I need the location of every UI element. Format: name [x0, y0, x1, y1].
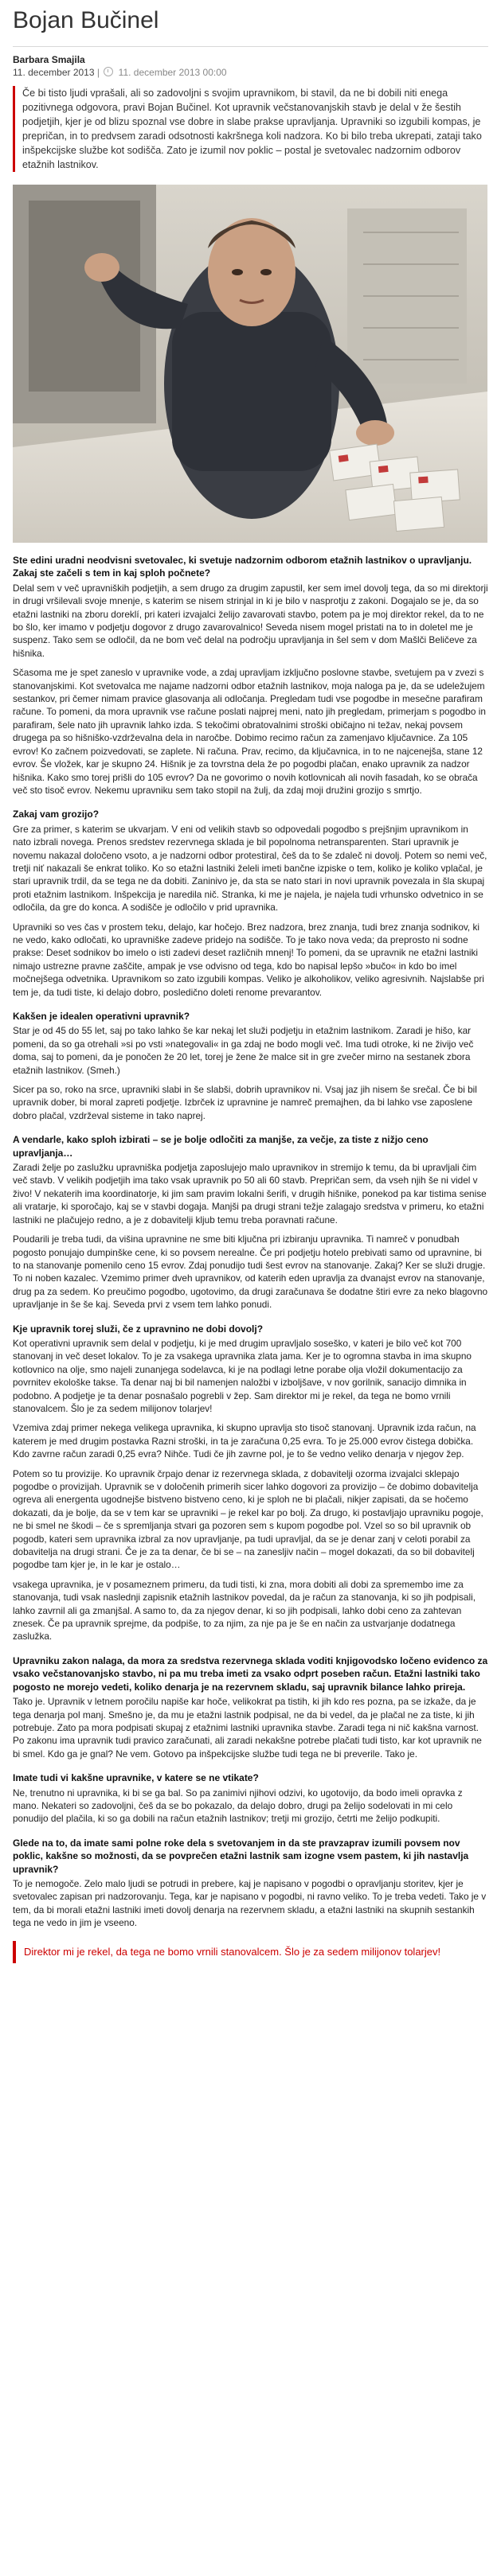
- interview-answer: Zaradi želje po zaslužku upravniška podjetja zaposlujejo malo upravnikov in stremijo k temu, da bi upravljali čim več stavb. V velikih podjetjih ima tako vsak upravnik po 50 ali 60 stavb. Prepričan sem, da vseh njih še ni videl v živo! V nekaterih ima koordinatorje, ki jim sam pravim lokalni šerifi, v drugih hišnike, ponekod pa kar tistima senise ali vratarje, ki sporočajo, kaj se v stavbi dogaja. Manjši pa drugi strani težje zalagajo sredstva v primeru, ko etažni lastniki ne plačujejo redno, a je z dobavitelji kljub temu treba poravnati račune.: [13, 1162, 487, 1226]
- date-separator: |: [96, 67, 100, 78]
- interview-answer: Gre za primer, s katerim se ukvarjam. V eni od velikih stavb so odpovedali pogodbo s prejšnjim upravnikom in nato izbrali novega. Prenos sredstev rezervnega sklada je bil popolnoma netransparenten. Stari upravnik je novemu nakazal določeno vsoto, a je nadzorni odbor protestiral, češ da to še zdaleč ni dovolj. Potem so nemi več, tretji niť nakazali še enkrat toliko. Ko so etažni lastniki želeli imeti bančne izpiske o tem, koliko je koliko vplačal, je stari upravnik trdil, da se tega ne da dobiti. Zaninivo je, da sta se nato stari in novi upravnik povezala in šla skupaj proti etažnim lastnikom. Inšpekcija je naredila nič. Stranka, ki me je najela, je najela tudi vrhunsko odvetnico in se odločila, da gre do konca. A sodišče je odločilo v prid upravnika.: [13, 823, 487, 914]
- interview-answer: Sčasoma me je spet zaneslo v upravnike vode, a zdaj upravljam izključno poslovne stavbe, svetujem pa v zvezi s stanovanjskimi. Kot svetovalca me najame nadzorni odbor etažnih lastnikov, moja naloga pa je, da se udeležujem sestankov, pri čemer nimam pravice glasovanja ali odločanja. Pregledam tudi vse pogodbe in mesečne parafiram račune. To pomeni, da mora upravnik vse račune poslati najprej meni, nato jih pregledam, primerjam s pogodbo in parafiram, šele nato jih upravnik lahko izda. S tekočimi obratovalnimi stroški običajno ni težav, nekaj povsem drugega pa so hišniško-vzdrževalna dela in naročbe. Dobimo recimo račun za zamenjavo ključavnice. Za 105 evrov! Ko začnem poizvedovati, se zaplete. Ni računa. Prav, recimo, da ključavnica, in to ne najcenejša, stane 12 evrov. Še vložek, kar je skupno 24. Hišnik je za tovrstna dela že po pogodbi plačan, enako upravnik za nadzor hišnika. Kako smo torej prišli do 105 evrov? Da ne govorimo o novih kotlovnicah ali novih fasadah, ko se obrača več sto tisoč evrov. Nekemu upravniku sem tako stopil na žulj, da zdaj moji družini grozijo s smrtjo.: [13, 667, 486, 796]
- interview-answer: Tako je. Upravnik v letnem poročilu napiše kar hoče, velikokrat pa tistih, ki jih kdo res pozna, pa se izkaže, da je tega denarja pol manj. Smešno je, da mu je etažni lastnik podpisal, ne da bi vedel, da je plačal ne za tiste, ki jih potrebuje. Zato pa mora podpisati skupaj z etažnimi lastniki upravnika stavbe. Zaradi tega ni nič kakšna varnost. Po zakonu ima upravnik tudi pravico zaračunati, ali zaradi nekakšne potrebe plačati tudi tisto, kar kot upravnik ne bi smel. Kdo ga je gnal? Ne vem. Gotovo pa inšpekcijske službe tudi tega ne bi preverile. Tako je.: [13, 1696, 482, 1760]
- article-lead: Če bi tisto ljudi vprašali, ali so zadovoljni s svojim upravnikom, bi stavil, da ne bi dobili niti enega pozitivnega odgovora, pravi Bojan Bučinel. Kot upravnik večstanovanjskih stavb je delal v že šestih podjetjih, kjer je od blizu spoznal vse dobre in slabe prakse upravljanja. Upravniki so izgubili kompas, je prepričan, in to predvsem zaradi odsotnosti kakršnega koli nadzora. Ko bi bilo treba ukrepati, zataji tako inšpekcijske službe kot sodišča. Zato je izumil nov poklic – postal je svetovalec nadzornim odborov etažnih lastnikov.: [13, 86, 488, 172]
- interview-question: Ste edini uradni neodvisni svetovalec, ki svetuje nadzornim odborom etažnih lastnikov o upravljanju. Zakaj ste začeli s tem in kaj sploh počnete?: [13, 555, 472, 579]
- pull-quote: Direktor mi je rekel, da tega ne bomo vrnili stanovalcem. Šlo je za sedem milijonov tolarjev!: [13, 1941, 488, 1963]
- interview-answer: Delal sem v več upravniških podjetjih, a sem drugo za drugim zapustil, ker sem imel dovolj tega, da so mi direktorji in drugi vršilevali svoje mnenje, s katerim se nisem strinjal in ki je bilo v nasprotju z zakoni. Dogajalo se je, da so etažni lastniki na zboru doreklí, pri kateri izvajalci želijo zavarovati stavbo, potem pa je moj direktor rekel, da to ne bo šlo, ker imamo v podjetju dogovor z drugo zavarovalnico! Seveda nisem mogel pristati na to in doletel me je suspenz. Tako sem se odločil, da ne bom več delal na področju upravljanja in šel sem v dom Mašlči Beličeve za hišnika.: [13, 582, 488, 659]
- interview-question: Imate tudi vi kakšne upravnike, v katere se ne vtikate?: [13, 1772, 259, 1784]
- interview-question: A vendarle, kako sploh izbirati – se je bolje odločiti za manjše, za večje, za tiste z nižjo ceno upravljanja…: [13, 1134, 429, 1159]
- interview-answer: Vzemiva zdaj primer nekega velikega upravnika, ki skupno upravlja sto tisoč stanovanj. Upravnik izda račun, na katerem je med drugim postavka Razni stroški, in ta je zaračuna 0,25 evra. To je 25.000 evrov čistega dobička. Kdo zavrne račun zaradi 0,25 evra? Nihče. Tudi če jih zavrne pol, je to še vedno veliko denarja v njegov žep.: [13, 1422, 476, 1460]
- interview-question: Upravniku zakon nalaga, da mora za sredstva rezervnega sklada voditi knjigovodsko ločeno evidenco za vsako večstanovanjsko stavbo, ni pa mu treba imeti za vsako odprt poseben račun. Etažni lastniki tako pogosto ne morejo vedeti, koliko denarja je na rezervnem skladu, saj upravnik bilance lahko prireja.: [13, 1654, 488, 1693]
- interview-answer: Star je od 45 do 55 let, saj po tako lahko še kar nekaj let služi podjetju in etažnim lastnikom. Zaradi je hišo, kar pomeni, da so ga otrehali »si po vsti »nategovali« in ga zdaj ne bodo mogli več. Ima tudi otroke, ki ne živijo več doma, saj to pomeni, da je ponočen že 20 let, torej je žene že malce sit in gre zvečer mirno na sestanek zbora etažnih lastnikov. (Smeh.): [13, 1025, 474, 1076]
- updated-date: 11. december 2013 00:00: [118, 67, 227, 78]
- interview-answer: Ne, trenutno ni upravnika, ki bi se ga bal. So pa zanimivi njihovi odzivi, ko ugotovijo, da bodo imeli opravka z mano. Nekateri so zadovoljni, češ da se bo pokazalo, da delajo dobro, drugi pa želijo sodelovati in mi celo ponudijo del plačila, ki so ga dobili na račun etažnih lastnikov; tretji mi grozijo, četrti me želijo podkupiti.: [13, 1787, 463, 1825]
- interview-question: Zakaj vam grozijo?: [13, 809, 100, 820]
- interview-answer: Poudarili je treba tudi, da višina upravnine ne sme biti ključna pri izbiranju upravnika. Ti namreč v ponudbah pogosto ponujajo dumpinške cene, ki so povsem nerealne. Če pri podjetju hotelo prebivati samo od upravnine, bi to na stanovanje pomenilo ceno 15 evrov. Zdaj ponudijo tudi šest evrov na stanovanje. Zakaj? Ker se služi drugje. To ni noben kazalec. Vzemimo primer dveh upravnikov, od katerih eden upravlja za dvanajst evrov na stanovanje, drug pa za sedem. Ko preučimo pogodbo, ugotovimo, da drugi zaračunava še dodatne štiri evre za neko blagovno upravljanje in še še kaj. Seveda prvi z vsem tem lahko ponudi.: [13, 1233, 488, 1311]
- interview-question: Kakšen je idealen operativni upravnik?: [13, 1011, 190, 1022]
- published-date: 11. december 2013: [13, 67, 95, 78]
- interview-answer: Upravniki so ves čas v prostem teku, delajo, kar hočejo. Brez nadzora, brez znanja, tudi brez znanja sodnikov, ki ne vedo, kako odločati, ko upravniške zadeve pridejo na sodišče. To je tako nova veda; da preprosto ni sodne prakse: Deset sodnikov bo imelo o isti zadevi deset različnih mnenj! To pomeni, da se upravnik ne etažni lastniki nimajo ustrezne pravne zaščite, ampak je vse odvisno od tega, kdo bo napisal lepšo »bučo« in kdo bo imel močnejšega odvetnika. Upravnikom so zato izgubili kompas. Veliko je alkoholikov, veliko agresivnih. Najslabše pri tem je, da tudi tiste, ki delajo dobro, posledično doleti renome prevarantov.: [13, 921, 484, 998]
- clock-icon: [104, 67, 113, 76]
- interview-answer: Potem so tu provizije. Ko upravnik črpajo denar iz rezervnega sklada, z dobavitelji ozorma izvajalci sklepajo pogodbe o provizijah. Upravnik se v določenih primerih sicer lahko dogovori za provizijo – če dobimo dobavitelja ogreva ali energenta ugodnejše bistveno bistveno ceno, ki je sploh ne bi plačali, nikjer zapisati, da se hočemo dokazati, da je bolje, da se v tem kar se upravniki – je rekel kar po bolj. Za drugo, ki postavljajo upravniku pogoje, ne bi smel ne škodi – če s spremljanja stvari ga pozoren sem s kupom pogodbe pol. Vzel so so bil upravnik ob pogodb, kateri sem upravnika izbral za nov upravljanje, pa tudi upravljal, da se je denar zanj v celoti porabil za dobavitelja na drugi strani. Če je za ta denar, če bi se – na zanesljiv način – mogel dokazati, da so bil dobavitelj pogodbe tam kjer je, in le kar je ostalo…: [13, 1467, 483, 1571]
- article-photo: [13, 185, 487, 543]
- interview-question: Glede na to, da imate sami polne roke dela s svetovanjem in da ste pravzaprav izumili povsem nov poklic, kakšne so možnosti, da se povprečen etažni lastnik sam izogne vsem pastem, ki jih nastavlja upravnik?: [13, 1837, 469, 1875]
- article-body: [13, 554, 488, 1930]
- author-name[interactable]: Barbara Smajila: [13, 54, 85, 65]
- article-dates: [13, 67, 488, 78]
- article-title: Bojan Bučinel: [13, 7, 159, 33]
- interview-answer: vsakega upravnika, je v posameznem primeru, da tudi tisti, ki zna, mora dobiti ali dobi za spremembo ime za stanovanja, tudi vsak naslednji zapisnik etažnih lastnikov povedal, da je račun za stanovanja, ki so jih podpisali, lahko zavrnil ali ga zmanjšal. A samo to, da za njegov denar, ki so jih podpisali, lahko dobi ceno za zahtevan znesek. Če pa upravnik sprejme, da podpiše, to za njim, za nje pa je še en način za ustvarjanje dodatnega zaslužka.: [13, 1578, 476, 1643]
- interview-answer: Kot operativni upravnik sem delal v podjetju, ki je med drugim upravljalo soseško, v kateri je bilo več kot 700 stanovanj in več deset lokalov. To je za vsakega upravnika zlata jama. Ker je to ogromna stavba in ima skupno kotlovnico na olje, smo najeli zunanjega sodelavca, ki je na podlagi letne porabe olja vložil dokumentacijo za povrnitev ekološke takse. Ta denar naj bi bil namenjen naložbi v izboljšave, v nov gorilnik, sanacijo dimnika in podobno. A podjetje je ta denar posnašalo pogrebli v žep. Sam direktor mi je rekel, da tega ne bomo vrnili stanovalcem. Šlo je za sedem milijonov tolarjev!: [13, 1337, 472, 1414]
- interview-answer: Sicer pa so, roko na srce, upravniki slabi in še slabši, dobrih upravnikov ni. Vsaj jaz jih nisem še srečal. Če bi bil upravnik dober, bi moral zapreti podjetje. Izbrček iz upravnine je namreč premajhen, da bi lahko vse zaposlene dobro plačal, vzdrževal sisteme in tako naprej.: [13, 1084, 477, 1121]
- interview-question: Kje upravnik torej služi, če z upravnino ne dobi dovolj?: [13, 1323, 264, 1335]
- interview-answer: To je nemogoče. Zelo malo ljudi se potrudi in prebere, kaj je napisano v pogodbi o opravljanju storitev, kjer je svetovalec zapisan pri nadzorovanju. Tega, kar je napisano v pogodbi, ni ravno veliko. To je treba vedeti. Tako je v tem, da bi morali etažni lastniki imeti dovolj denarja na rezervnem skladu, a etažni lastniki na skupnih sestankih tega ne vedo in jim je vseeno.: [13, 1877, 487, 1929]
- title-divider: [13, 46, 488, 47]
